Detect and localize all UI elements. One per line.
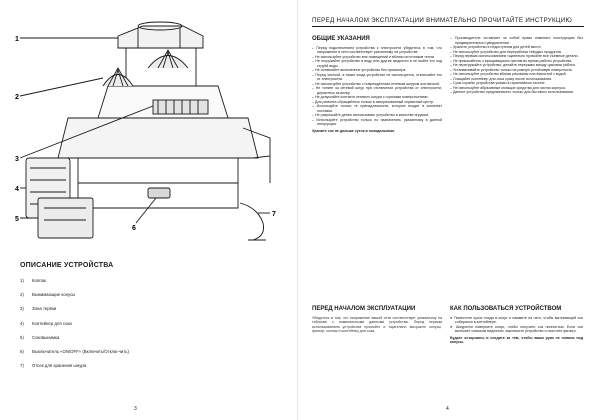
warning-text: Будьте осторожны и следите за тем, чтобы ваши руки не попали под конусы.	[450, 335, 583, 344]
list-item: ● Поместите кусок плода в конус и нажмите на него, чтобы вытекающий сок собирался в контейнере.	[450, 315, 583, 324]
page-header: ПЕРЕД НАЧАЛОМ ЭКСПЛУАТАЦИИ ВНИМАТЕЛЬНО ПРОЧИТАЙТЕ ИНСТРУКЦИЮ	[312, 17, 584, 27]
how-to-use-title: КАК ПОЛЬЗОВАТЬСЯ УСТРОЙСТВОМ	[450, 306, 562, 312]
list-item: – Срок службы устройства указан в гарантийном талоне.	[450, 81, 546, 85]
left-page	[0, 0, 297, 420]
list-item: 2) Выжимающие конусы	[20, 292, 76, 298]
list-item: – Не используйте устройство для переработки твёрдых продуктов.	[450, 49, 562, 54]
list-item: – Храните устройство в недоступном для детей месте.	[450, 45, 542, 49]
device-description-title: ОПИСАНИЕ УСТРОЙСТВА	[20, 262, 114, 269]
general-instructions-column	[312, 36, 442, 133]
before-use-title: ПЕРЕД НАЧАЛОМ ЭКСПЛУАТАЦИИ	[312, 306, 416, 312]
right-page	[298, 0, 595, 420]
list-item: – Не используйте устройство вблизи раковины или ёмкостей с водой.	[450, 72, 567, 76]
callout-5: 5	[15, 216, 19, 223]
list-item: 3) Зона терёки	[20, 306, 57, 312]
list-item: – Для ремонта обращайтесь только в авторизованный сервисный центр.	[312, 99, 435, 104]
list-item: 7) Отсек для хранения шнура	[20, 363, 87, 369]
list-item: – Данное устройство предназначено только для бытового использования.	[450, 90, 574, 94]
general-instructions-title: ОБЩИЕ УКАЗАНИЯ	[312, 36, 370, 42]
list-item: – Не оставляйте включенное устройство без присмотра.	[312, 68, 407, 72]
list-item: – Не перегружайте устройство; делайте перерывы между циклами работы.	[450, 63, 577, 67]
how-to-use-column	[450, 306, 583, 345]
list-item: – Перед первым использованием тщательно промойте все съёмные детали.	[450, 54, 579, 58]
list-item: – Не разрешайте детям использовать устройство в качестве игрушки.	[312, 113, 429, 117]
device-parts-list	[20, 278, 170, 377]
list-item: – Производитель оставляет за собой право изменять конструкцию без предварительного уведомления.	[450, 36, 583, 45]
list-item: – Не используйте абразивные моющие средства для чистки корпуса.	[450, 85, 566, 90]
callout-4: 4	[15, 186, 19, 193]
list-item: – Не погружайте устройство в воду или другие жидкости и не мойте его под струёй воды.	[312, 59, 442, 68]
juicer-diagram	[8, 8, 293, 246]
list-item: – Не используйте устройство вне помещений и вблизи источников тепла.	[312, 54, 435, 59]
list-item: – Используйте устройство только по назначению, указанному в данной инструкции.	[312, 117, 442, 126]
list-item: – Не используйте устройство с повреждённым сетевым шнуром или вилкой.	[312, 81, 440, 86]
callout-1: 1	[15, 36, 19, 43]
page-number-right: 4	[446, 406, 449, 412]
callout-6: 6	[132, 225, 136, 232]
list-item: – Перед чисткой, а также когда устройство не используется, отключайте его от электросети.	[312, 72, 443, 81]
callout-3: 3	[15, 156, 19, 163]
list-item: 4) Контейнер для сока	[20, 320, 72, 326]
list-item: – Не тяните за сетевой шнур при отключении устройства от электросети, держитесь за вилку.	[312, 86, 443, 95]
list-item: ● Аккуратно поверните конус, чтобы получить сок полностью. Если сок вытекает слишком медленно, выключите устройство и очистите фильтр.	[450, 324, 584, 333]
before-use-column	[312, 306, 442, 334]
list-item: 6) Выключатель «ON/OFF» (Включить/Отклю-чить)	[20, 349, 129, 355]
page-number-left: 3	[134, 406, 137, 412]
list-item: – Не допускайте контакта сетевого шнура с горячими поверхностями.	[312, 95, 429, 99]
list-item: 1) Колпак	[20, 278, 46, 283]
list-item: – Перед подключением устройства к электросети убедитесь в том, что напряжение в сети соответствует указанному на устройстве.	[312, 45, 442, 54]
list-item: – Очищайте контейнер для сока сразу после использования.	[450, 76, 553, 81]
list-item: – Не прикасайтесь к вращающимся частям во время работы устройства.	[450, 58, 573, 63]
list-item: – Используйте только те принадлежности, которые входят в комплект поставки.	[312, 104, 442, 113]
callout-2: 2	[15, 94, 19, 101]
callout-7: 7	[272, 211, 276, 218]
continued-instructions-column	[450, 36, 583, 95]
list-item: – Устанавливайте устройство только на ровную устойчивую поверхность.	[450, 67, 574, 72]
list-item: 5) Соковынимка	[20, 334, 60, 340]
before-use-text: Убедитесь в том, что напряжение вашей сети соответствует указанному на табличке с номинальными данными устройства. Перед первым использованием устройства промойте и тщательно высушите конусы, фильтр, колпак и контейнер для сока.	[312, 315, 442, 333]
warning-text: Храните сок не дольше суток в холодильнике.	[312, 128, 396, 133]
